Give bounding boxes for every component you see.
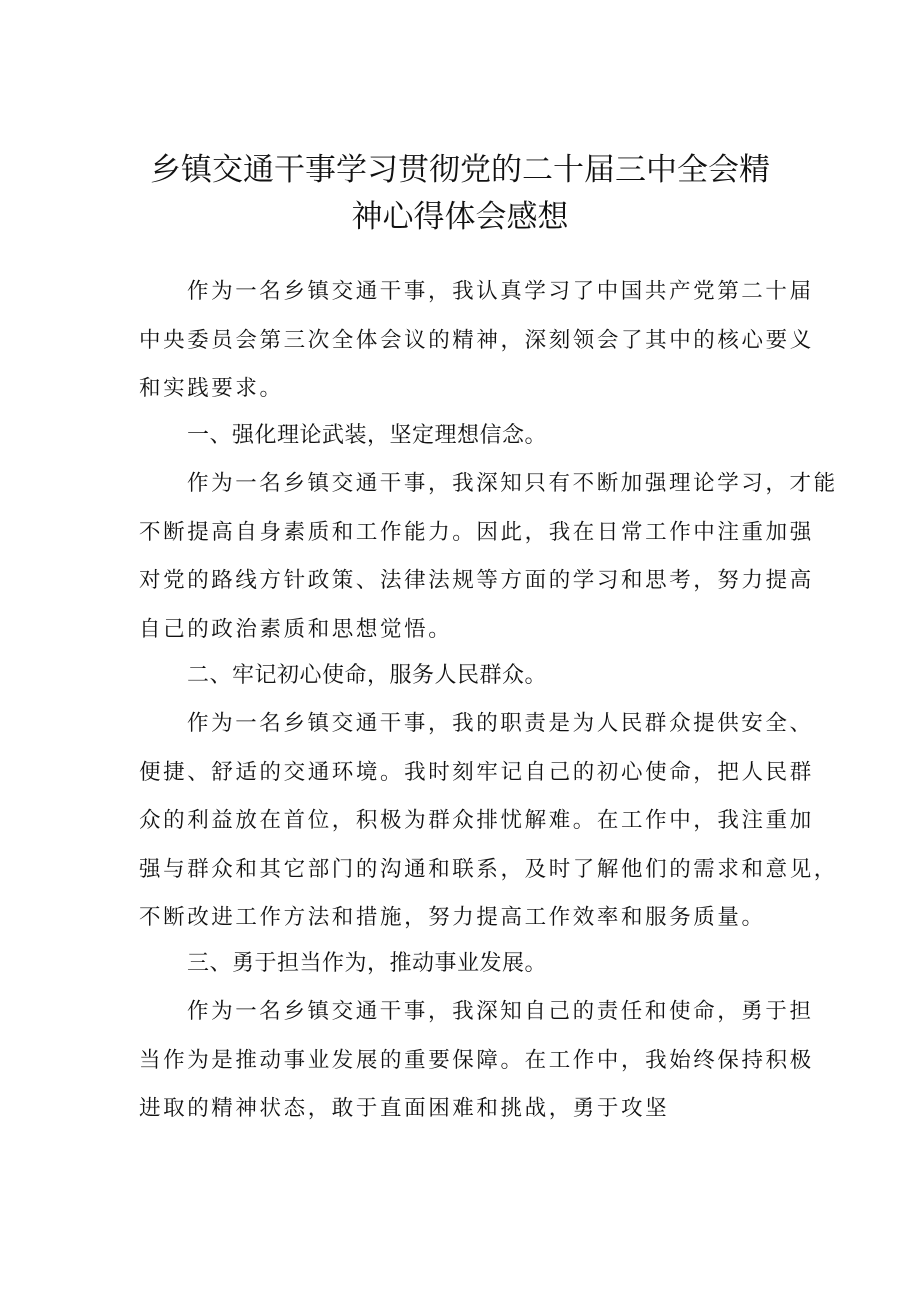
document-title bbox=[100, 147, 820, 241]
paragraph-line: 不断改进工作方法和措施，努力提高工作效率和服务质量。 bbox=[139, 905, 766, 930]
paragraph-line: 作为一名乡镇交通干事，我认真学习了中国共产党第二十届 bbox=[187, 279, 814, 304]
title-line-1: 乡镇交通干事学习贯彻党的二十届三中全会精 bbox=[150, 152, 770, 188]
section-1-paragraph bbox=[139, 460, 838, 654]
paragraph-line: 便捷、舒适的交通环境。我时刻牢记自己的初心使命，把人民群 bbox=[139, 759, 814, 785]
section-heading-1: 一、强化理论武装，坚定理想信念。 bbox=[187, 423, 548, 448]
paragraph-line: 对党的路线方针政策、法律法规等方面的学习和思考，努力提高 bbox=[139, 568, 814, 593]
paragraph-line: 当作为是推动事业发展的重要保障。在工作中，我始终保持积极 bbox=[139, 1047, 814, 1073]
section-3-paragraph bbox=[139, 988, 814, 1134]
paragraph-line: 自己的政治素质和思想觉悟。 bbox=[139, 616, 453, 642]
intro-paragraph bbox=[139, 268, 814, 414]
paragraph-line: 众的利益放在首位，积极为群众排忧解难。在工作中，我注重加 bbox=[139, 808, 814, 833]
paragraph-line: 作为一名乡镇交通干事，我深知只有不断加强理论学习，才能 bbox=[187, 471, 838, 496]
paragraph-line: 中央委员会第三次全体会议的精神，深刻领会了其中的核心要义 bbox=[139, 327, 814, 353]
title-line-2: 神心得体会感想 bbox=[351, 199, 569, 235]
paragraph-line: 不断提高自身素质和工作能力。因此，我在日常工作中注重加强 bbox=[139, 519, 814, 545]
section-heading-2: 二、牢记初心使命，服务人民群众。 bbox=[187, 663, 548, 688]
section-2-paragraph bbox=[139, 700, 838, 943]
paragraph-line: 作为一名乡镇交通干事，我的职责是为人民群众提供安全、 bbox=[187, 711, 814, 736]
paragraph-line: 强与群众和其它部门的沟通和联系，及时了解他们的需求和意见， bbox=[139, 856, 838, 882]
section-heading-3: 三、勇于担当作为，推动事业发展。 bbox=[187, 951, 548, 976]
paragraph-line: 进取的精神状态，敢于直面困难和挑战，勇于攻坚 bbox=[139, 1096, 670, 1121]
paragraph-line: 和实践要求。 bbox=[139, 376, 284, 401]
paragraph-line: 作为一名乡镇交通干事，我深知自己的责任和使命，勇于担 bbox=[187, 999, 814, 1024]
